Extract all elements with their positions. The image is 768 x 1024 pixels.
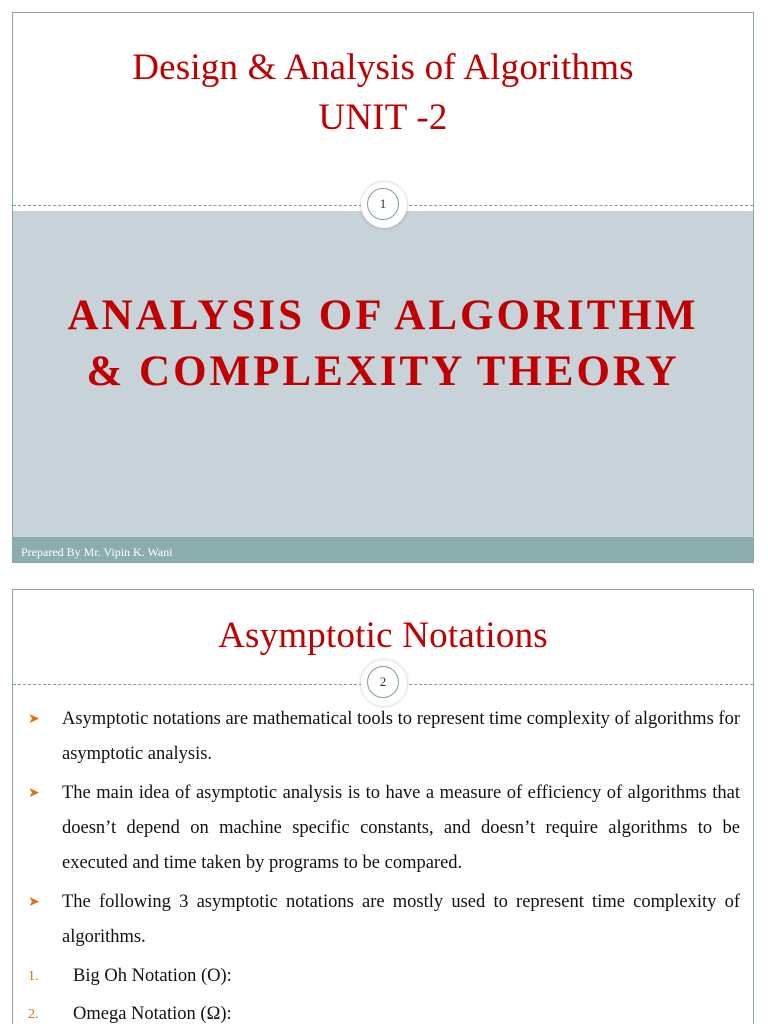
arrowhead-bullet-icon: ➤ (28, 786, 40, 801)
list-item (13, 702, 753, 772)
heading-line-2: & COMPLEXITY THEORY (86, 348, 680, 395)
list-item (13, 885, 753, 955)
bullet-text: The following 3 asymptotic notations are mostly used to represent time complexity of algorithms. (62, 892, 740, 947)
item-number: 1. (28, 969, 39, 984)
section-heading (13, 288, 753, 400)
page-title: Asymptotic Notations (218, 615, 548, 656)
item-number: 2. (28, 1007, 39, 1022)
list-item (13, 776, 753, 881)
heading-line-1: ANALYSIS OF ALGORITHM (67, 292, 699, 339)
arrowhead-bullet-icon: ➤ (28, 712, 40, 727)
unit-title: UNIT -2 (318, 97, 448, 138)
arrowhead-bullet-icon: ➤ (28, 895, 40, 910)
item-text: Big Oh Notation (Ο): (73, 966, 232, 986)
slide-1-title (13, 43, 753, 143)
numbered-item (13, 997, 753, 1024)
slide-number: 1 (367, 188, 399, 220)
bullet-text: Asymptotic notations are mathematical tools to represent time complexity of algorithms for asymptotic analysis. (62, 709, 740, 764)
footer-bar (13, 537, 753, 563)
slide-1 (12, 12, 754, 563)
slide-2 (12, 589, 754, 1024)
slide-number-badge (361, 182, 407, 228)
slide-2-title (13, 612, 753, 660)
bullet-list (13, 702, 753, 1024)
course-title: Design & Analysis of Algorithms (132, 47, 634, 88)
slide-number: 2 (367, 666, 399, 698)
author-credit: Prepared By Mr. Vipin K. Wani (21, 545, 173, 559)
bullet-text: The main idea of asymptotic analysis is to have a measure of efficiency of algorithms that doesn’t depend on machine specific constants, and doesn’t require algorithms to be executed and time taken by programs to be compared. (62, 783, 740, 873)
item-text: Omega Notation (Ω): (73, 1004, 232, 1024)
slide-number-badge (361, 660, 407, 706)
numbered-item (13, 959, 753, 994)
